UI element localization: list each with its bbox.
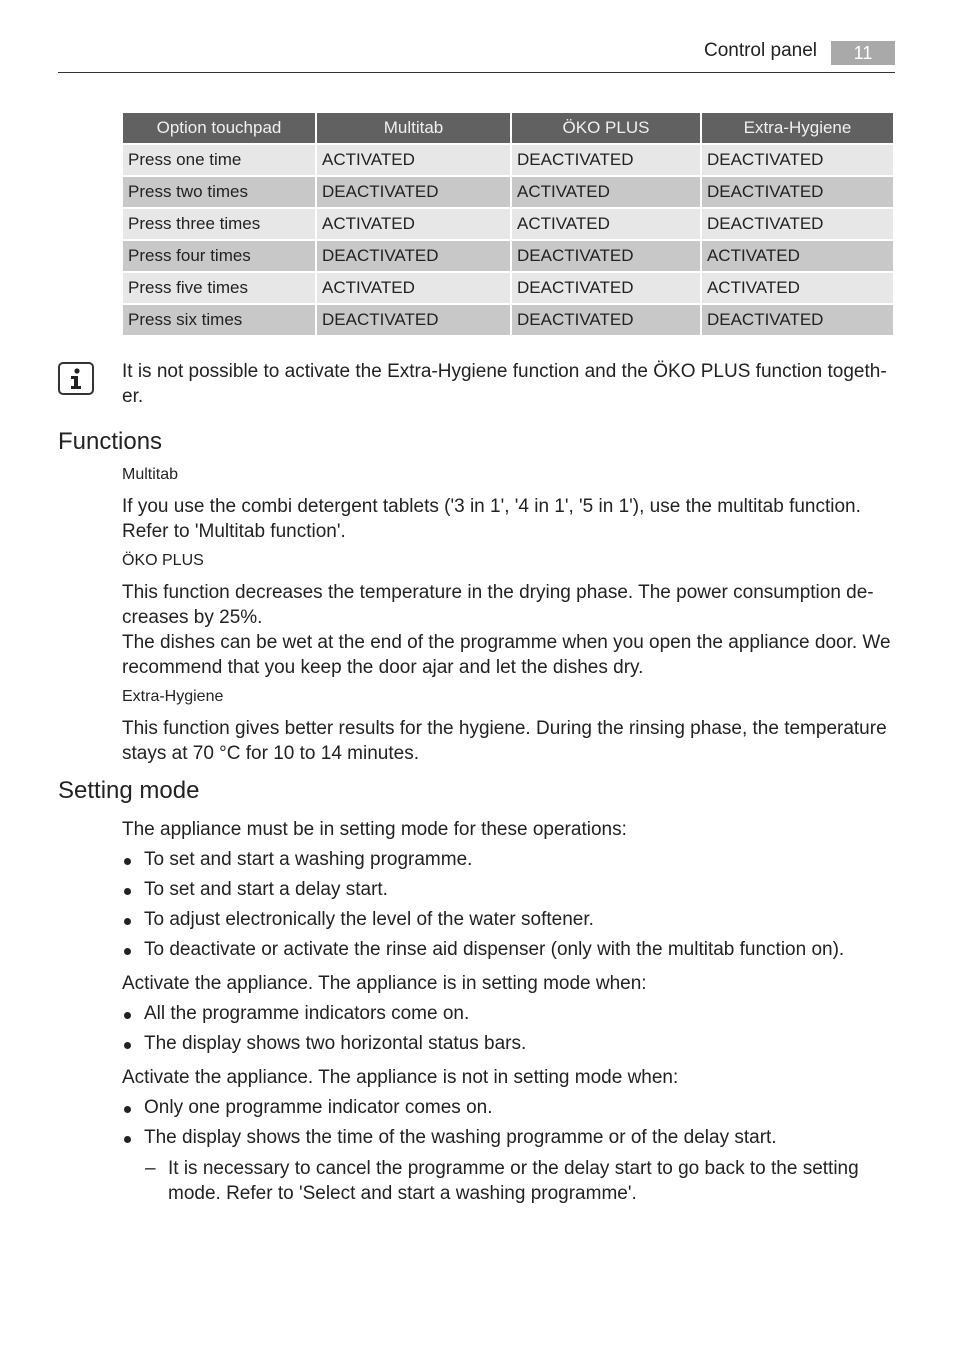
bullet-icon [124,1136,131,1143]
paragraph-line: This function decreases the temperature in the drying phase. The power consumption de- [122,582,874,603]
table-cell: DEACTIVATED [512,145,700,175]
table-cell: DEACTIVATED [512,273,700,303]
table-cell: ACTIVATED [702,241,893,271]
table-cell: DEACTIVATED [317,177,510,207]
list-item-text: The display shows the time of the washing programme or of the delay start. [144,1127,777,1148]
note-text [122,359,897,409]
setting-mode-when-intro: Activate the appliance. The appliance is in setting mode when: [122,973,647,994]
paragraph-line: It is necessary to cancel the programme or the delay start to go back to the setting [168,1158,859,1179]
table-cell: DEACTIVATED [512,241,700,271]
extra-hygiene-subheading: Extra-Hygiene [122,688,224,705]
table-row [123,305,893,335]
paragraph-line: creases by 25%. [122,607,263,628]
table-cell: ACTIVATED [317,145,510,175]
options-table [121,111,895,337]
table-cell: DEACTIVATED [512,305,700,335]
table-cell: ACTIVATED [512,177,700,207]
list-item-text: To deactivate or activate the rinse aid dispenser (only with the multitab function on). [144,939,845,960]
table-cell: Press four times [123,241,315,271]
table-cell: ACTIVATED [317,209,510,239]
table-cell: Press two times [123,177,315,207]
table-cell: Press five times [123,273,315,303]
note-line: It is not possible to activate the Extra-Hygiene function and the ÖKO PLUS function togeth- [122,361,887,382]
column-header: Option touchpad [123,113,315,143]
section-title: Control panel [703,40,817,61]
setting-mode-not-intro: Activate the appliance. The appliance is not in setting mode when: [122,1067,679,1088]
bullet-icon [124,1012,131,1019]
oko-plus-paragraph [122,580,897,680]
bullet-icon [124,1106,131,1113]
paragraph-line: The dishes can be wet at the end of the programme when you open the appliance door. We [122,632,891,653]
table-header-row [123,113,893,143]
table-cell: DEACTIVATED [702,177,893,207]
multitab-paragraph [122,494,897,544]
table-cell: Press six times [123,305,315,335]
table-cell: DEACTIVATED [317,305,510,335]
list-item-text: All the programme indicators come on. [144,1003,470,1024]
table-cell: Press three times [123,209,315,239]
dash-marker: – [145,1158,156,1179]
paragraph-line: Refer to 'Multitab function'. [122,521,346,542]
table-cell: Press one time [123,145,315,175]
table-cell: DEACTIVATED [702,145,893,175]
column-header: ÖKO PLUS [512,113,700,143]
table-row [123,177,893,207]
table-row [123,241,893,271]
table-cell: DEACTIVATED [317,241,510,271]
paragraph-line: This function gives better results for the hygiene. During the rinsing phase, the temperature [122,718,887,739]
table-cell: DEACTIVATED [702,209,893,239]
table-row [123,145,893,175]
bullet-icon [124,948,131,955]
oko-plus-subheading: ÖKO PLUS [122,552,204,569]
paragraph-line: recommend that you keep the door ajar and let the dishes dry. [122,657,644,678]
note-line: er. [122,386,144,407]
column-header: Multitab [317,113,510,143]
page-number: 11 [831,41,895,65]
table-row [123,273,893,303]
bullet-icon [124,918,131,925]
info-icon [58,362,94,395]
paragraph-line: stays at 70 °C for 10 to 14 minutes. [122,743,419,764]
list-item-text: To set and start a delay start. [144,879,388,900]
setting-mode-heading: Setting mode [58,777,200,804]
bullet-icon [124,888,131,895]
table-cell: DEACTIVATED [702,305,893,335]
list-item-text: The display shows two horizontal status bars. [144,1033,527,1054]
table-cell: ACTIVATED [512,209,700,239]
multitab-subheading: Multitab [122,466,179,483]
bullet-icon [124,858,131,865]
list-item-text: To adjust electronically the level of the water softener. [144,909,594,930]
table-cell: ACTIVATED [702,273,893,303]
table-row [123,209,893,239]
setting-mode-intro: The appliance must be in setting mode for these operations: [122,819,627,840]
list-item-text: Only one programme indicator comes on. [144,1097,493,1118]
bullet-icon [124,1042,131,1049]
functions-heading: Functions [58,428,163,455]
paragraph-line: If you use the combi detergent tablets ('3 in 1', '4 in 1', '5 in 1'), use the multitab function. [122,496,861,517]
table-cell: ACTIVATED [317,273,510,303]
extra-hygiene-paragraph [122,716,897,766]
paragraph-line: mode. Refer to 'Select and start a washing programme'. [168,1183,637,1204]
list-item-text: To set and start a washing programme. [144,849,473,870]
page-header [58,38,895,73]
sub-list-item-text [168,1156,888,1206]
column-header: Extra-Hygiene [702,113,893,143]
